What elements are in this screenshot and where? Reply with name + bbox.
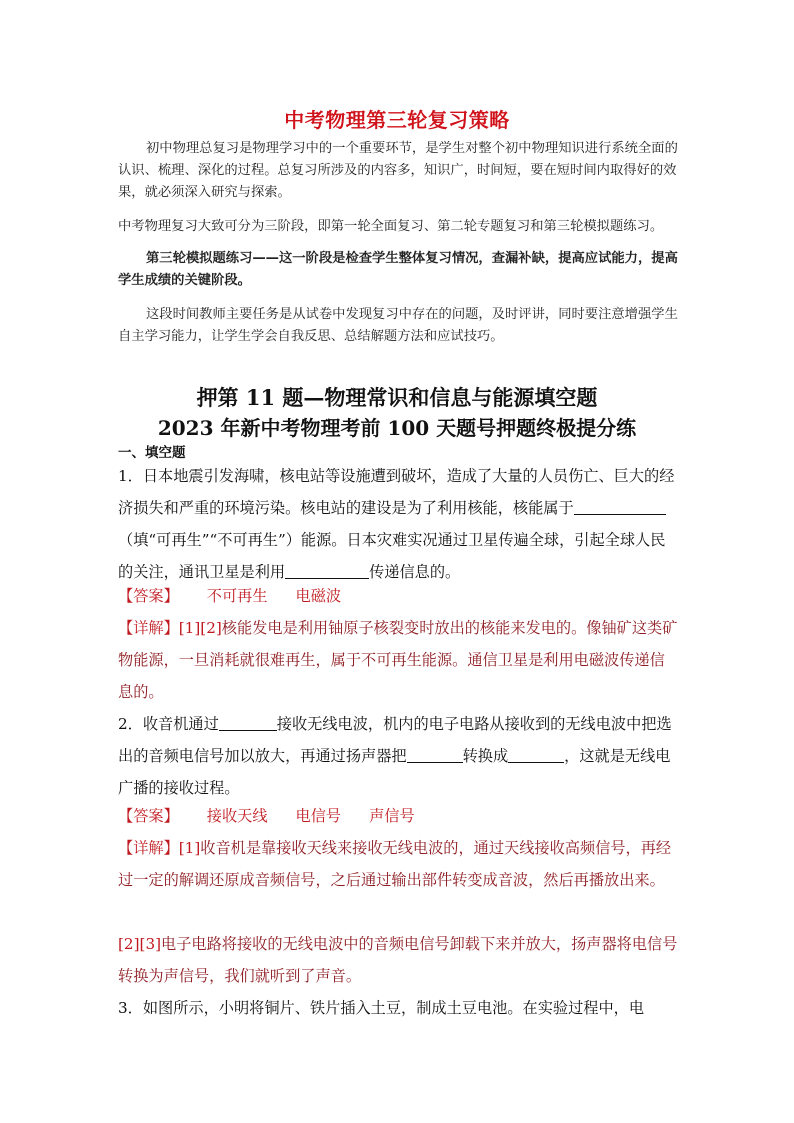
answer-label: 【答案】 <box>118 807 179 825</box>
section-title: 押第 11 题—物理常识和信息与能源填空题 <box>196 385 598 410</box>
answer-value: 接收天线 <box>206 807 268 825</box>
explain-ref: [1][2] <box>178 619 222 637</box>
question-2-text-b: 接收无线电波，机内的电子电路从接收到的无线电波中把选出的音频电信号加以放大，再通过扬声器把 <box>118 715 672 765</box>
question-3: 3．如图所示，小明将铜片、铁片插入土豆，制成土豆电池。在实验过程中，电 <box>118 999 645 1017</box>
answer-blank <box>508 744 564 763</box>
answer-value: 声信号 <box>369 807 415 825</box>
explain-text: 收音机是靠接收天线来接收无线电波的，通过天线接收高频信号，再经过一定的解调还原成音频信号，之后通过输出部件转变成音波，然后再播放出来。 <box>118 839 672 889</box>
question-1 <box>118 460 678 588</box>
question-2-answer <box>118 800 678 832</box>
explain-text: 电子电路将接收的无线电波中的音频电信号卸载下来并放大，扬声器将电信号转换为声信号，我们就听到了声音。 <box>118 935 678 985</box>
question-2-text-a: 2．收音机通过 <box>118 715 219 733</box>
intro-paragraph-1: 初中物理总复习是物理学习中的一个重要环节，是学生对整个初中物理知识进行系统全面的认识、梳理、深化的过程。总复习所涉及的内容多，知识广，时间短，要在短时间内取得好的效果，就必须深入研究与探索。 <box>118 141 678 200</box>
explain-ref: [1] <box>178 839 201 857</box>
section-heading: 一、填空题 <box>118 445 186 461</box>
question-2 <box>118 708 678 804</box>
explain-label: 【详解】 <box>118 839 179 857</box>
answer-blank <box>407 744 463 763</box>
question-1-text-b: （填“可再生”“不可再生”）能源。日本灾难实况通过卫星传遍全球，引起全球人民的关注，通讯卫星是利用 <box>118 531 666 581</box>
question-2-text-c: 转换成 <box>462 747 509 765</box>
question-1-explanation <box>118 612 678 708</box>
section-subtitle: 2023 年新中考物理考前 100 天题号押题终极提分练 <box>157 416 637 440</box>
question-1-answer <box>118 580 678 612</box>
answer-label: 【答案】 <box>118 587 179 605</box>
question-1-text-c: 传递信息的。 <box>369 563 461 581</box>
intro-paragraph-3: 第三轮模拟题练习——这一阶段是检查学生整体复习情况，查漏补缺，提高应试能力，提高学生成绩的关键阶段。 <box>118 251 678 288</box>
answer-blank <box>219 712 277 731</box>
answer-value: 电信号 <box>295 807 342 825</box>
question-2-text-d: ，这就是无线电广播的接收过程。 <box>118 747 671 797</box>
explain-label: 【详解】 <box>118 619 179 637</box>
intro-paragraph-2: 中考物理复习大致可分为三阶段，即第一轮全面复习、第二轮专题复习和第三轮模拟题练习。 <box>118 219 664 234</box>
answer-blank <box>285 560 369 579</box>
intro-paragraph-4: 这段时间教师主要任务是从试卷中发现复习中存在的问题，及时评讲，同时要注意增强学生自主学习能力，让学生学会自我反思、总结解题方法和应试技巧。 <box>118 307 678 344</box>
strategy-title: 中考物理第三轮复习策略 <box>284 108 510 132</box>
question-2-explanation-2 <box>118 928 678 992</box>
explain-text: 核能发电是利用铀原子核裂变时放出的核能来发电的。像铀矿这类矿物能源，一旦消耗就很难再生，属于不可再生能源。通信卫星是利用电磁波传递信息的。 <box>118 619 678 701</box>
answer-value: 电磁波 <box>295 587 342 605</box>
explain-ref: [2][3] <box>118 935 162 953</box>
question-2-explanation-1 <box>118 832 678 896</box>
question-1-text-a: 1．日本地震引发海啸，核电站等设施遭到破坏，造成了大量的人员伤亡、巨大的经济损失和严重的环境污染。核电站的建设是为了利用核能，核能属于 <box>118 467 675 517</box>
answer-blank <box>574 496 666 515</box>
answer-value: 不可再生 <box>206 587 268 605</box>
